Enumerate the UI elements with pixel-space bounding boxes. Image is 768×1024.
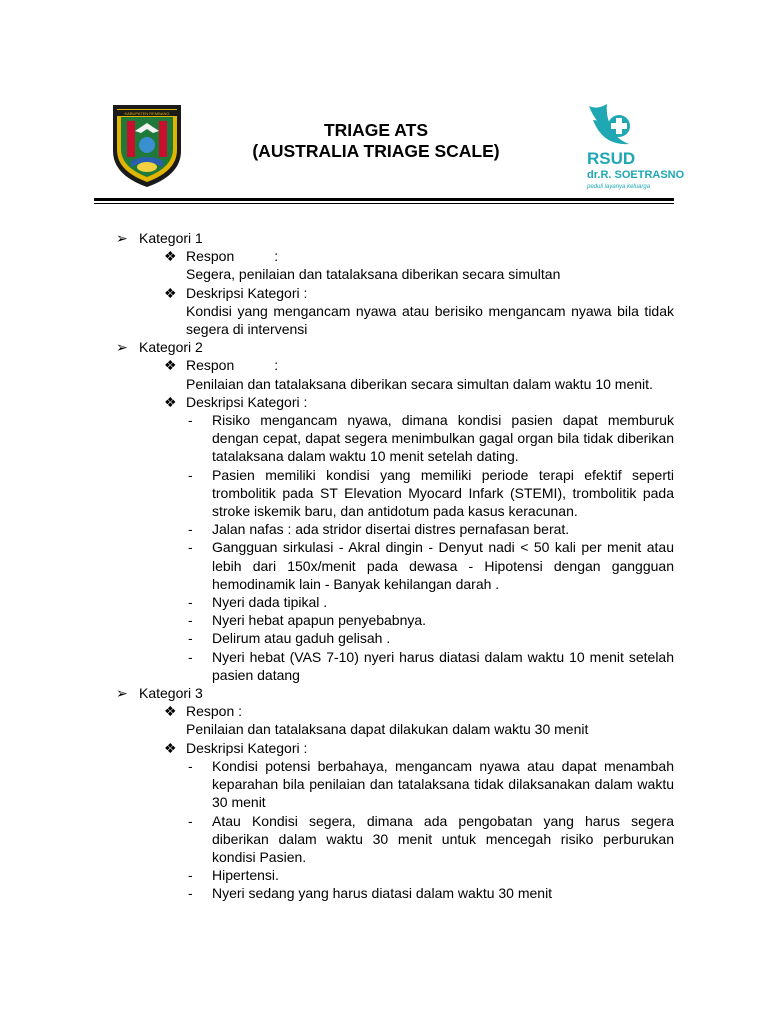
dash-bullet-icon: - (188, 812, 193, 829)
kabupaten-rembang-crest-logo (109, 101, 185, 189)
deskripsi-label: Deskripsi Kategori : (186, 739, 308, 756)
list-item: - Nyeri hebat apapun penyebabnya. (188, 612, 427, 629)
category-label: Kategori 1 (139, 230, 203, 246)
respon-text: Segera, penilaian dan tatalaksana diberikan secara simultan (186, 266, 561, 283)
dash-bullet-icon: - (188, 539, 193, 556)
dash-bullet-icon: - (188, 885, 193, 902)
arrow-bullet-icon: ➢ (116, 685, 128, 702)
dash-bullet-icon: - (188, 612, 193, 629)
arrow-bullet-icon: ➢ (116, 339, 128, 356)
arrow-bullet-icon: ➢ (116, 230, 128, 246)
respon-label: Respon (186, 248, 235, 265)
list-item: - Pasien memiliki kondisi yang memiliki periode terapi efektif seperti trombolitik pada ST Elevation Myocard Infark (STEMI), trombolitik pada stroke iskemik baru, dan antidotum pada kasus keracunan. (188, 466, 674, 520)
respon-label: Respon (186, 357, 235, 374)
dash-bullet-icon: - (188, 412, 193, 429)
diamond-bullet-icon: ❖ (164, 248, 177, 265)
svg-text:KABUPATEN REMBANG: KABUPATEN REMBANG (124, 111, 170, 116)
title-line-1: TRIAGE ATS (323, 120, 429, 140)
deskripsi-heading (0, 284, 674, 302)
list-item: - Nyeri hebat (VAS 7-10) nyeri harus diatasi dalam waktu 10 menit setelah pasien datang (188, 648, 674, 683)
category-1 (0, 229, 768, 247)
svg-text:dr.R. SOETRASNO: dr.R. SOETRASNO (587, 169, 685, 181)
dash-bullet-icon: - (188, 757, 193, 774)
diamond-bullet-icon: ❖ (164, 703, 177, 720)
respon-heading (0, 356, 674, 374)
list-item: - Delirum atau gaduh gelisah . (188, 630, 391, 647)
category-2 (0, 338, 768, 356)
svg-text:peduli layanya keluarga: peduli layanya keluarga (587, 184, 651, 190)
dash-bullet-icon: - (188, 521, 193, 538)
list-item: - Risiko mengancam nyawa, dimana kondisi pasien dapat memburuk dengan cepat, dapat segera menimbulkan gagal organ bila tidak diberikan tatalaksana dalam waktu 10 menit setelah dating. (188, 412, 674, 465)
list-item: - Jalan nafas : ada stridor disertai distres pernafasan berat. (188, 521, 570, 538)
category-label: Kategori 3 (139, 685, 203, 702)
deskripsi-label: Deskripsi Kategori : (186, 284, 308, 301)
dash-bullet-icon: - (188, 648, 193, 665)
diamond-bullet-icon: ❖ (164, 393, 177, 410)
respon-text: Penilaian dan tatalaksana dapat dilakukan dalam waktu 30 menit (186, 721, 589, 738)
deskripsi-label: Deskripsi Kategori : (186, 393, 308, 410)
respon-heading (0, 247, 674, 265)
rsud-soetrasno-logo (583, 100, 685, 192)
dash-bullet-icon: - (188, 867, 193, 884)
deskripsi-heading (0, 739, 674, 757)
diamond-bullet-icon: ❖ (164, 739, 177, 756)
category-3 (0, 684, 768, 702)
list-item: - Nyeri sedang yang harus diatasi dalam waktu 30 menit (188, 885, 553, 902)
header-rule-thin (94, 203, 674, 204)
respon-colon: : (274, 357, 279, 374)
list-item: - Gangguan sirkulasi - Akral dingin - Denyut nadi < 50 kali per menit atau lebih dari 150x/menit pada dewasa - Hipotensi dengan gangguan hemodinamik lain - Banyak kehilangan darah . (188, 539, 674, 592)
list-item: - Nyeri dada tipikal . (188, 594, 328, 611)
deskripsi-heading (0, 393, 674, 411)
svg-text:RSUD: RSUD (587, 149, 636, 168)
list-item: - Kondisi potensi berbahaya, mengancam nyawa atau dapat menambah keparahan bila penilaian dan tatalaksana tidak dilaksanakan dalam waktu 30 menit (188, 757, 674, 811)
respon-colon: : (274, 248, 279, 265)
diamond-bullet-icon: ❖ (164, 284, 177, 301)
dash-bullet-icon: - (188, 594, 193, 611)
deskripsi-text: Kondisi yang mengancam nyawa atau berisiko mengancam nyawa bila tidak segera di intervensi (186, 302, 674, 338)
header-rule-thick (94, 198, 674, 201)
dash-bullet-icon: - (188, 466, 193, 483)
diamond-bullet-icon: ❖ (164, 357, 177, 374)
list-item: - Atau Kondisi segera, dimana ada pengobatan yang harus segera diberikan dalam waktu 30 menit untuk mencegah risiko perburukan kondisi Pasien. (188, 812, 674, 865)
respon-heading (0, 702, 674, 720)
category-label: Kategori 2 (139, 339, 203, 356)
respon-text: Penilaian dan tatalaksana diberikan secara simultan dalam waktu 10 menit. (186, 375, 653, 392)
dash-bullet-icon: - (188, 630, 193, 647)
title-line-2: (AUSTRALIA TRIAGE SCALE) (252, 141, 500, 161)
document-title (200, 120, 552, 162)
triage-list (0, 229, 768, 903)
list-item: - Hipertensi. (188, 867, 279, 884)
respon-label: Respon : (186, 703, 243, 720)
